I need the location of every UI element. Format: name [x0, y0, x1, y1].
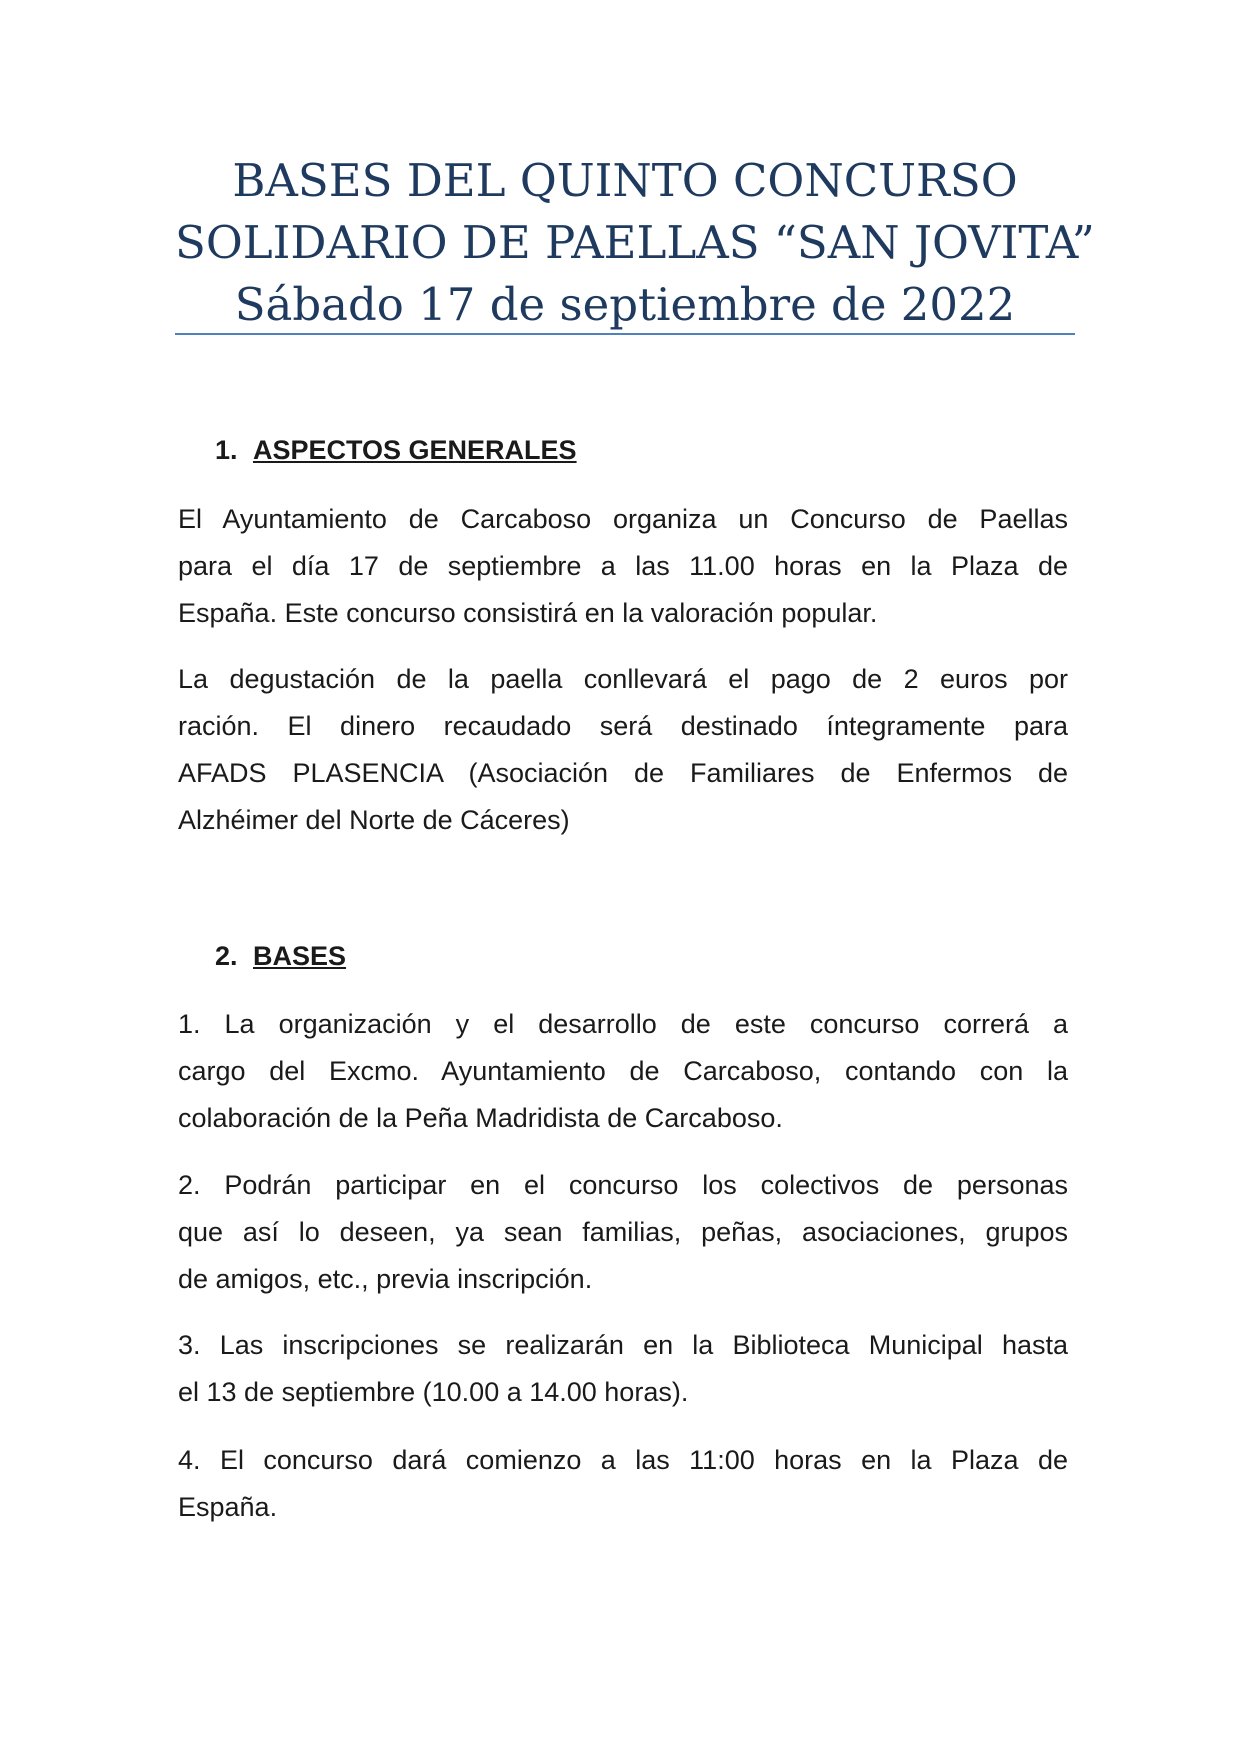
- text-line: 4. El concurso dará comienzo a las 11:00 horas en la Plaza de: [178, 1445, 1068, 1475]
- section-1-heading: [215, 433, 577, 467]
- text-line: cargo del Excmo. Ayuntamiento de Carcaboso, contando con la: [178, 1056, 1068, 1086]
- text-line: La degustación de la paella conllevará el pago de 2 euros por: [178, 664, 1068, 694]
- title-line-1: BASES DEL QUINTO CONCURSO: [232, 154, 1018, 207]
- section-1-title: ASPECTOS GENERALES: [253, 435, 577, 465]
- bases-item-3: [178, 1322, 1068, 1416]
- text-line: de amigos, etc., previa inscripción.: [178, 1264, 593, 1294]
- text-line: Alzhéimer del Norte de Cáceres): [178, 805, 570, 835]
- text-line: España. Este concurso consistirá en la valoración popular.: [178, 598, 878, 628]
- section-1-number: 1.: [215, 435, 238, 465]
- text-line: que así lo deseen, ya sean familias, peñas, asociaciones, grupos: [178, 1217, 1068, 1247]
- text-line: ración. El dinero recaudado será destinado íntegramente para: [178, 711, 1068, 741]
- title-divider: [175, 333, 1075, 335]
- section-1-paragraph-1: [178, 496, 1068, 637]
- section-1-paragraph-2: [178, 656, 1068, 844]
- section-2-title: BASES: [253, 941, 347, 971]
- bases-item-2: [178, 1162, 1068, 1303]
- text-line: AFADS PLASENCIA (Asociación de Familiares de Enfermos de: [178, 758, 1068, 788]
- text-line: para el día 17 de septiembre a las 11.00 horas en la Plaza de: [178, 551, 1068, 581]
- title-line-2: SOLIDARIO DE PAELLAS “SAN JOVITA”: [175, 216, 1095, 269]
- document-title: [175, 150, 1095, 336]
- bases-item-1: [178, 1001, 1068, 1142]
- section-2-heading: [215, 939, 346, 973]
- bases-item-4: [178, 1437, 1068, 1531]
- text-line: 3. Las inscripciones se realizarán en la Biblioteca Municipal hasta: [178, 1330, 1068, 1360]
- text-line: 2. Podrán participar en el concurso los colectivos de personas: [178, 1170, 1068, 1200]
- text-line: España.: [178, 1492, 278, 1522]
- title-line-3: Sábado 17 de septiembre de 2022: [234, 278, 1016, 331]
- section-2-number: 2.: [215, 941, 238, 971]
- text-line: el 13 de septiembre (10.00 a 14.00 horas).: [178, 1377, 689, 1407]
- text-line: 1. La organización y el desarrollo de este concurso correrá a: [178, 1009, 1068, 1039]
- text-line: colaboración de la Peña Madridista de Carcaboso.: [178, 1103, 783, 1133]
- text-line: El Ayuntamiento de Carcaboso organiza un Concurso de Paellas: [178, 504, 1068, 534]
